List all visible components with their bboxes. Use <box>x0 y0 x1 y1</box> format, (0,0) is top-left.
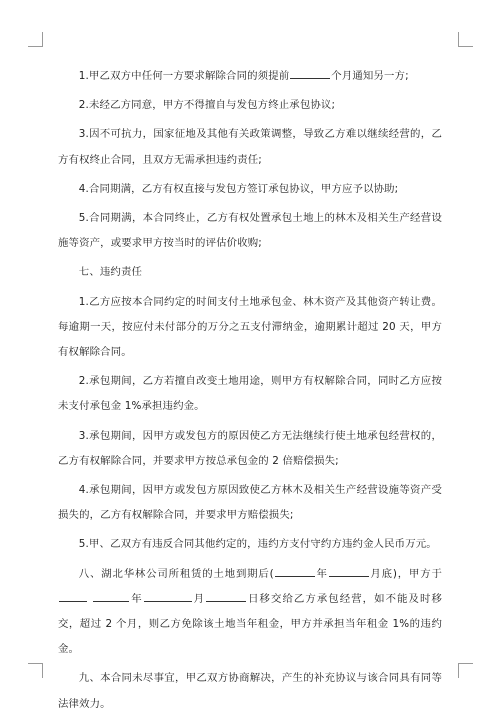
text-run: 七、违约责任 <box>78 266 143 279</box>
text-run: 月底)，甲方于 <box>369 567 442 580</box>
fill-in-blank <box>206 590 246 602</box>
text-run: 4.承包期间，因甲方或发包方原因致使乙方林木及相关生产经营设施等资产受损失的，乙方有权解除合同，并要求甲方赔偿损失; <box>58 484 442 522</box>
text-run: 1.乙方应按本合同约定的时间支付土地承包金、林木资产及其他资产转让费。每逾期一天，按应付未付部分的万分之五支付滞纳金，逾期累计超过 20 天，甲方有权解除合同。 <box>58 295 442 359</box>
text-run: 年 <box>315 567 328 580</box>
text-run <box>88 593 92 605</box>
text-run: 年 <box>130 592 143 605</box>
fill-in-blank <box>59 590 87 602</box>
breach-party-a-fault <box>58 424 442 474</box>
section-heading-breach <box>58 260 442 285</box>
breach-land-use-change <box>58 369 442 419</box>
fill-in-blank <box>144 590 192 602</box>
clause-force-majeure <box>58 122 442 172</box>
text-run: 2.承包期间，乙方若擅自改变土地用途，则甲方有权解除合同，同时乙方应按未支付承包金 1%承担违约金。 <box>58 375 442 413</box>
crop-mark-top-left <box>28 32 43 47</box>
clause-asset-disposal <box>58 206 442 256</box>
crop-mark-bottom-left <box>28 663 43 678</box>
clause-termination-notice <box>58 64 442 89</box>
fill-in-blank <box>329 565 369 577</box>
fill-in-blank <box>275 565 315 577</box>
breach-late-payment <box>58 290 442 366</box>
section-land-handover <box>58 562 442 663</box>
fill-in-blank <box>290 67 330 79</box>
text-run: 八、湖北华林公司所租赁的土地到期后( <box>78 567 274 580</box>
text-run: 日移交给乙方承包经营，如不能及时移交，超过 2 个月，则乙方免除该土地当年租金，甲方并承担当年租金 1%的违约金。 <box>58 592 442 656</box>
text-run: 1.甲乙双方中任何一方要求解除合同的须提前 <box>78 70 290 82</box>
text-run: 5.合同期满，本合同终止，乙方有权处置承包土地上的林木及相关生产经营设施等资产，或要求甲方按当时的评估价收购; <box>58 212 442 250</box>
crop-mark-top-right <box>458 32 473 47</box>
clause-renewal-signing <box>58 177 442 202</box>
text-run: 九、本合同未尽事宜，甲乙双方协商解决，产生的补充协议与该合同具有同等法律效力。 <box>58 672 442 710</box>
breach-other-violations <box>58 532 442 557</box>
text-run: 4.合同期满，乙方有权直接与发包方签订承包协议，甲方应予以协助; <box>78 182 399 195</box>
text-run: 3.承包期间，因甲方或发包方的原因使乙方无法继续行使土地承包经营权的，乙方有权解除合同，并要求甲方按总承包金的 2 倍赔偿损失; <box>58 429 442 467</box>
section-unresolved-matters <box>58 666 442 716</box>
clause-no-unilateral-termination <box>58 93 442 118</box>
fill-in-blank <box>93 590 129 602</box>
text-run: 个月通知另一方; <box>331 70 409 82</box>
text-run: 月 <box>192 592 206 605</box>
document-body <box>58 64 442 721</box>
text-run: 5.甲、乙双方有违反合同其他约定的，违约方支付守约方违约金人民币万元。 <box>78 538 437 551</box>
text-run: 3.因不可抗力，国家征地及其他有关政策调整，导致乙方难以继续经营的，乙方有权终止合同，且双方无需承担违约责任; <box>58 128 442 166</box>
crop-mark-bottom-right <box>458 663 473 678</box>
text-run: 2.未经乙方同意，甲方不得擅自与发包方终止承包协议; <box>78 99 336 112</box>
breach-asset-damage <box>58 478 442 528</box>
